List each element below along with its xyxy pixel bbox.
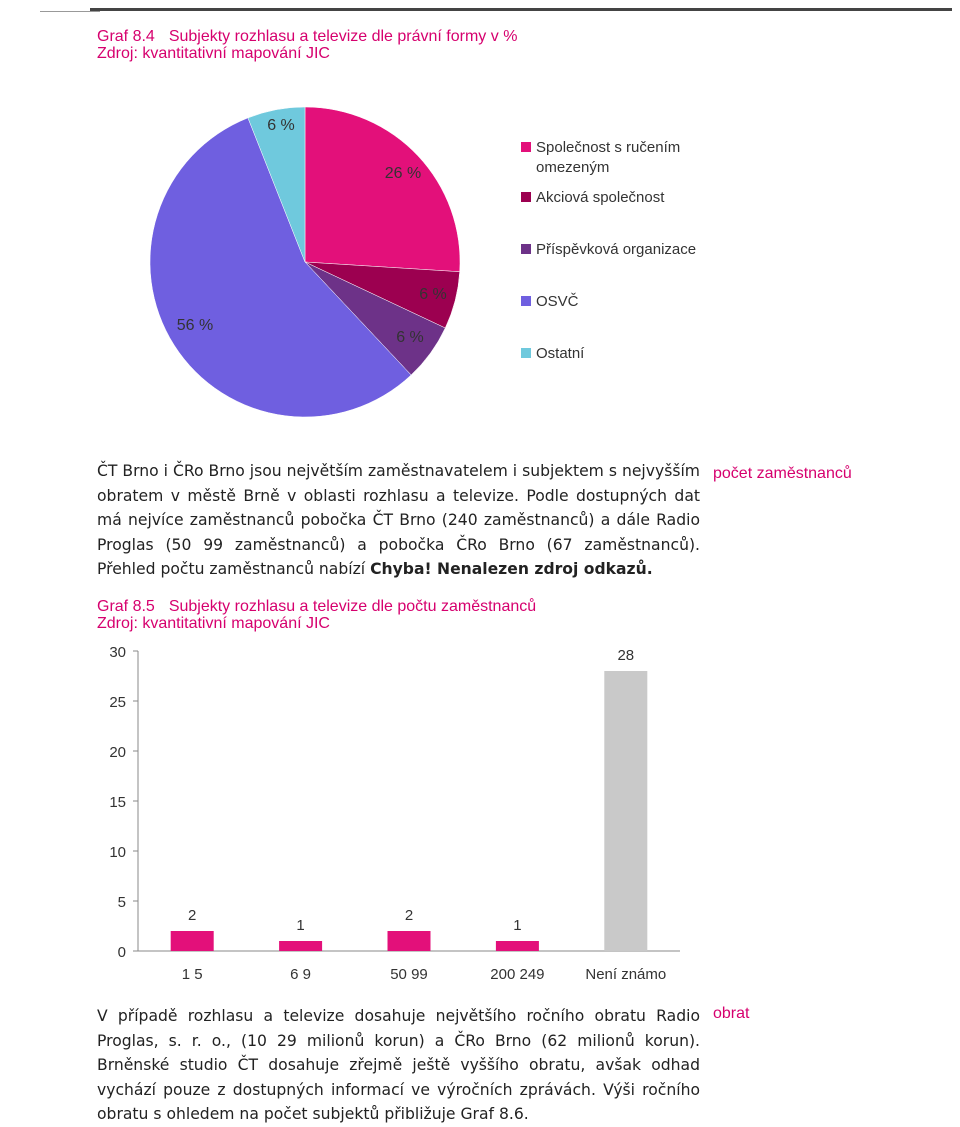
- legend-label: OSVČ: [536, 293, 579, 310]
- broken-reference-error: Chyba! Nenalezen zdroj odkazů.: [370, 560, 653, 578]
- bar-value-label: 2: [404, 907, 414, 924]
- bar-4: [496, 941, 539, 951]
- bar-5: [604, 671, 647, 951]
- y-tick-label: 30: [109, 644, 126, 661]
- y-tick-label: 10: [109, 844, 126, 861]
- chart1-source: Zdroj: kvantitativní mapování JIC: [97, 45, 330, 62]
- x-category-label: 200 249: [490, 966, 545, 983]
- bar-2: [279, 941, 322, 951]
- pie-slice-label-3: 6 %: [396, 329, 424, 346]
- y-tick-label: 15: [109, 794, 126, 811]
- y-tick-label: 5: [117, 894, 126, 911]
- bar-value-label: 1: [513, 917, 522, 934]
- legend-label: Ostatní: [536, 345, 585, 362]
- x-category-label: 50 99: [390, 966, 428, 983]
- pie-slice-label-2: 6 %: [419, 286, 447, 303]
- chart2-source: Zdroj: kvantitativní mapování JIC: [97, 615, 330, 632]
- x-category-label: 6 9: [290, 966, 312, 983]
- chart1-caption-title: Subjekty rozhlasu a televize dle právní formy v %: [168, 28, 518, 45]
- pie-slice-label-1: 26 %: [384, 165, 422, 182]
- legend-label: Akciová společnost: [536, 189, 665, 206]
- bar-3: [388, 931, 431, 951]
- pie-slice-label-5: 6 %: [267, 117, 295, 134]
- pie-slice-label-4: 56 %: [176, 317, 214, 334]
- x-category-label: Není známo: [585, 966, 667, 983]
- side-label-employees: počet zaměstnanců: [713, 465, 852, 482]
- bar-1: [171, 931, 214, 951]
- y-tick-label: 20: [109, 744, 126, 761]
- chart1-caption-number: Graf 8.4: [97, 28, 155, 45]
- y-tick-label: 25: [109, 694, 126, 711]
- y-tick-label: 0: [117, 944, 126, 961]
- legend-label: Společnost s ručením omezeným: [536, 139, 681, 176]
- paragraph-turnover: V případě rozhlasu a televize dosahuje největšího ročního obratu Radio Proglas, s. r. o., (10 29 milionů korun) a ČRo Brno (62 milionů korun). Brněnské studio ČT dosahuje zřejmě ještě vyššího obratu, avšak odhad vychází pouze z dostupných informací ve výročních zprávách. Výši ročního obratu s ohledem na počet subjektů přibližuje Graf 8.6.: [97, 1007, 700, 1123]
- bar-value-label: 1: [296, 917, 305, 934]
- side-label-turnover: obrat: [713, 1005, 750, 1022]
- paragraph-employees-text: ČT Brno i ČRo Brno jsou největším zaměstnavatelem i subjektem s nejvyšším obratem v městě Brně v oblasti rozhlasu a televize. Podle dostupných dat má nejvíce zaměstnanců pobočka ČT Brno (240 zaměstnanců) a dále Radio Proglas (50 99 zaměstnanců) a pobočka ČRo Brno (67 zaměstnanců). Přehled počtu zaměstnanců nabízí: [97, 462, 700, 578]
- bar-value-label: 28: [617, 647, 635, 664]
- chart2-caption-number: Graf 8.5: [97, 598, 155, 615]
- bar-value-label: 2: [188, 907, 197, 924]
- legend-label: Příspěvková organizace: [536, 241, 697, 258]
- x-category-label: 1 5: [181, 966, 203, 983]
- chart2-caption-title: Subjekty rozhlasu a televize dle počtu zaměstnanců: [168, 598, 537, 615]
